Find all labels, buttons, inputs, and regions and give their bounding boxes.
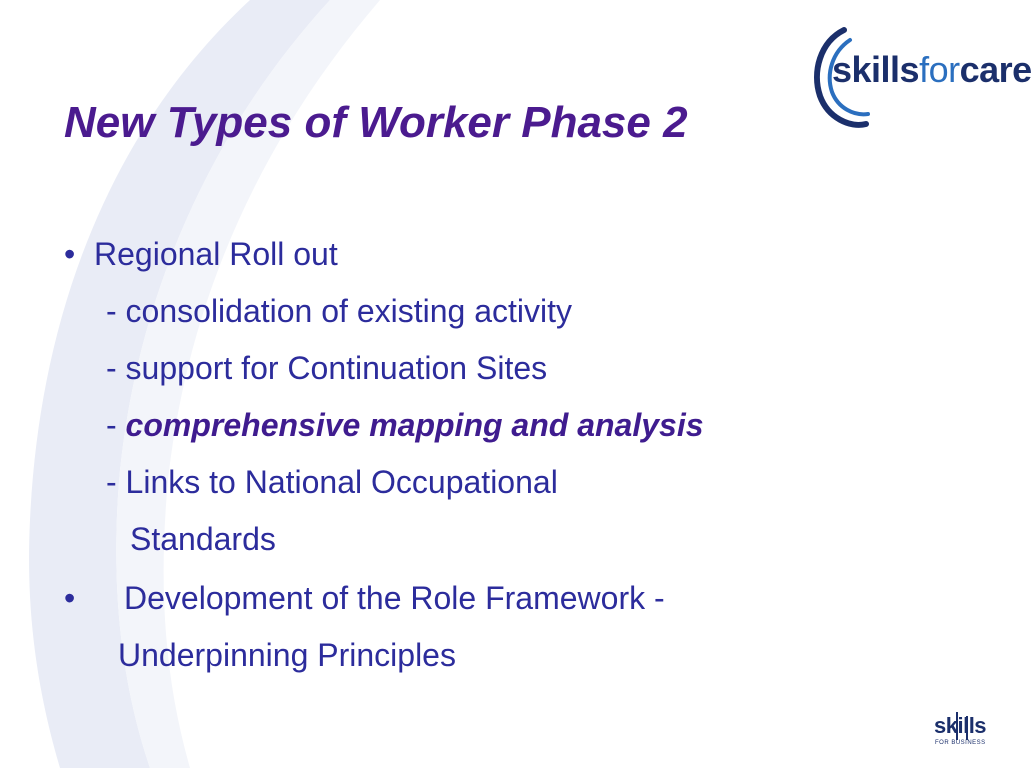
bullet-text: Development of the Role Framework -	[124, 580, 665, 616]
skills-for-business-logo: skills	[934, 713, 987, 738]
sub-item-support: - support for Continuation Sites	[106, 350, 548, 386]
logo-part-skills: skills	[832, 49, 920, 90]
bullet-item-role-framework-continued: Underpinning Principles	[118, 637, 456, 673]
bullet-item-role-framework	[64, 578, 665, 618]
bullet-icon: •	[64, 236, 76, 272]
skillsforcare-logo	[832, 50, 1032, 90]
logo-part-for: for	[919, 49, 960, 90]
sub-item-links-continued: Standards	[130, 521, 276, 557]
sub-item-prefix: -	[106, 407, 126, 443]
bullet-icon: •	[64, 580, 76, 616]
emphasized-text: comprehensive mapping and analysis	[125, 407, 704, 443]
sub-item-links: - Links to National Occupational	[106, 464, 558, 500]
sub-item-consolidation: - consolidation of existing activity	[106, 293, 572, 329]
sub-item-mapping	[106, 405, 704, 445]
logo-part-care: care	[959, 49, 1032, 90]
slide-title: New Types of Worker Phase 2	[64, 98, 688, 147]
skills-for-business-tagline: FOR BUSINESS	[935, 740, 986, 746]
bullet-text: Regional Roll out	[94, 236, 338, 272]
bullet-item-regional-roll-out	[64, 234, 338, 274]
